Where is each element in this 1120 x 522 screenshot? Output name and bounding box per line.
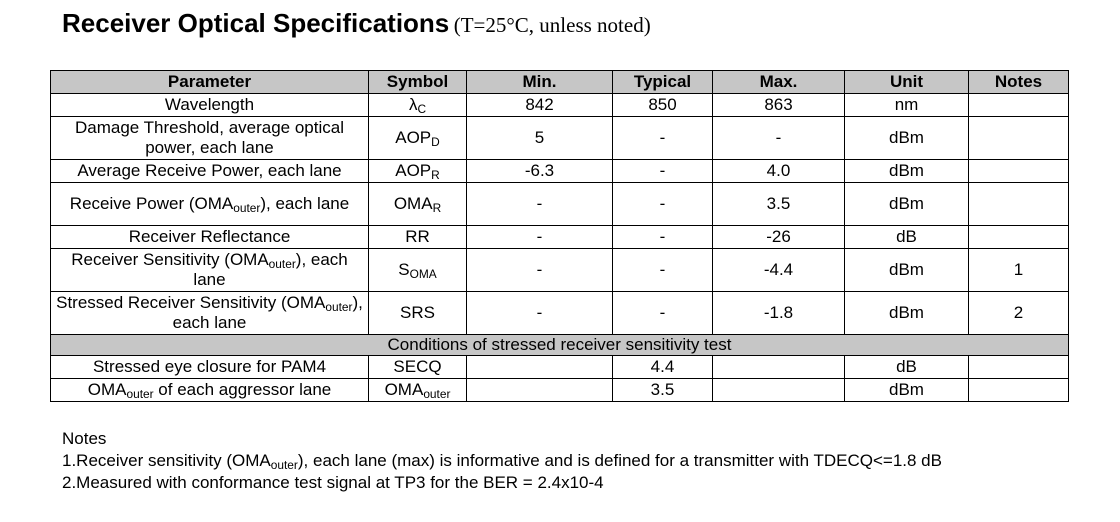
unit-cell: dBm [845, 160, 969, 183]
min-cell: - [467, 292, 613, 335]
symbol-cell: $OMA_R$ [369, 183, 467, 226]
header-row [51, 71, 1069, 94]
header-symbol: Symbol [369, 71, 467, 94]
page-title [62, 8, 651, 39]
notes-cell [969, 94, 1069, 117]
header-parameter: Parameter [51, 71, 369, 94]
max-cell: 3.5 [713, 183, 845, 226]
max-cell: -26 [713, 226, 845, 249]
max-cell: 4.0 [713, 160, 845, 183]
typ-cell: - [613, 292, 713, 335]
notes-cell [969, 117, 1069, 160]
spec-table [50, 70, 1069, 402]
header-notes: Notes [969, 71, 1069, 94]
param-cell: Receive Power $(OMA_{outer})$, each lane [51, 183, 369, 226]
table-row [51, 292, 1069, 335]
table-row [51, 183, 1069, 226]
typ-cell: - [613, 249, 713, 292]
notes-cell: 1 [969, 249, 1069, 292]
min-cell: -6.3 [467, 160, 613, 183]
min-cell [467, 356, 613, 379]
symbol-cell: $AOP_R$ [369, 160, 467, 183]
notes-cell [969, 379, 1069, 402]
table-row [51, 379, 1069, 402]
typ-cell: 4.4 [613, 356, 713, 379]
note-1: 1.Receiver sensitivity $(OMA_{outer})$, each lane (max) is informative and is defined for a transmitter with TDECQ<=1.8 dB [62, 451, 942, 472]
min-cell [467, 379, 613, 402]
unit-cell: dBm [845, 249, 969, 292]
param-cell: Wavelength [51, 94, 369, 117]
max-cell: -4.4 [713, 249, 845, 292]
unit-cell: nm [845, 94, 969, 117]
notes-cell [969, 183, 1069, 226]
title-main: Receiver Optical Specifications [62, 8, 450, 38]
symbol-cell: RR [369, 226, 467, 249]
table-row [51, 160, 1069, 183]
symbol-cell: SECQ [369, 356, 467, 379]
header-max: Max. [713, 71, 845, 94]
param-cell: Average Receive Power, each lane [51, 160, 369, 183]
notes-cell [969, 160, 1069, 183]
typ-cell: - [613, 117, 713, 160]
symbol-cell: $S_{OMA}$ [369, 249, 467, 292]
min-cell: 5 [467, 117, 613, 160]
table-row [51, 226, 1069, 249]
unit-cell: dBm [845, 292, 969, 335]
param-cell: $OMA_{outer}$ of each aggressor lane [51, 379, 369, 402]
symbol-cell: $\lambda_C$ [369, 94, 467, 117]
symbol-cell: SRS [369, 292, 467, 335]
header-unit: Unit [845, 71, 969, 94]
typ-cell: - [613, 226, 713, 249]
unit-cell: dBm [845, 379, 969, 402]
header-typical: Typical [613, 71, 713, 94]
table-row [51, 94, 1069, 117]
min-cell: - [467, 183, 613, 226]
max-cell: - [713, 117, 845, 160]
typ-cell: - [613, 183, 713, 226]
param-cell: Receiver Reflectance [51, 226, 369, 249]
max-cell: -1.8 [713, 292, 845, 335]
title-conditions: (T=25°C, unless noted) [453, 13, 651, 37]
table-row [51, 249, 1069, 292]
note-2: 2.Measured with conformance test signal at TP3 for the BER = 2.4x10-4 [62, 473, 604, 492]
param-cell: Stressed Receiver Sensitivity $(OMA_{outer})$, each lane [51, 292, 369, 335]
conditions-header-row [51, 335, 1069, 356]
min-cell: - [467, 249, 613, 292]
max-cell: 863 [713, 94, 845, 117]
notes-cell [969, 226, 1069, 249]
conditions-header: Conditions of stressed receiver sensitivity test [51, 335, 1069, 356]
param-cell: Damage Threshold, average optical power, each lane [51, 117, 369, 160]
symbol-cell: $AOP_D$ [369, 117, 467, 160]
unit-cell: dBm [845, 117, 969, 160]
notes-cell: 2 [969, 292, 1069, 335]
max-cell [713, 379, 845, 402]
unit-cell: dBm [845, 183, 969, 226]
symbol-cell: $OMA_{outer}$ [369, 379, 467, 402]
notes-cell [969, 356, 1069, 379]
min-cell: 842 [467, 94, 613, 117]
table-row [51, 117, 1069, 160]
unit-cell: dB [845, 356, 969, 379]
typ-cell: 3.5 [613, 379, 713, 402]
max-cell [713, 356, 845, 379]
unit-cell: dB [845, 226, 969, 249]
param-cell: Receiver Sensitivity $(OMA_{outer})$, each lane [51, 249, 369, 292]
min-cell: - [467, 226, 613, 249]
notes-heading: Notes [62, 429, 107, 448]
header-min: Min. [467, 71, 613, 94]
table-row [51, 356, 1069, 379]
param-cell: Stressed eye closure for PAM4 [51, 356, 369, 379]
typ-cell: 850 [613, 94, 713, 117]
typ-cell: - [613, 160, 713, 183]
notes-section [62, 428, 942, 494]
